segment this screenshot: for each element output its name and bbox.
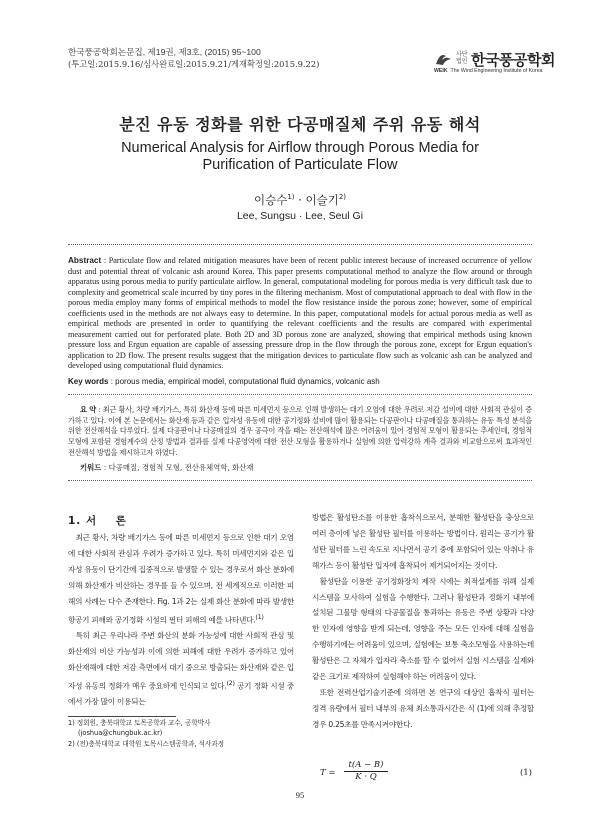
- footnotes: [68, 718, 298, 749]
- paper-title-english: [110, 140, 490, 174]
- authors-english: Lee, Sungsu · Lee, Seul Gi: [236, 210, 364, 222]
- intro-paragraph-2: [68, 628, 294, 710]
- logo-english-name: The Wind Engineering Institute of Korea: [450, 68, 543, 74]
- intro-paragraph-2-text: 특히 최근 우리나라 주변 화산의 분화 가능성에 대한 사회적 관심 및 화산재의 비산 가능성과 이에 의한 피해에 대한 우려가 증가하고 있어 화산재해에 대한 저감 측면에서 대기 중으로 방출되는 화산재와 같은 입자성 유동의 정화가 매우 중요하게 인식되고 있다.: [68, 630, 294, 691]
- journal-citation: 한국풍공학회논문집, 제19권, 제3호, (2015) 95~100: [68, 47, 261, 57]
- intro-paragraph-2-end: 공기 정화 시설 중에서 가장 많이 이용되는: [68, 681, 294, 707]
- right-paragraph-1: 방법은 활성탄소를 이용한 흡착식으로서, 분해한 활성탄을 충상으로 여러 층이에 넣은 활성탄 필터를 이용하는 방법이다. 원리는 공기가 활성탄 필터를 느린 속도로 지나면서 공기 중에 포함되어 있는 악취나 유해가스 등이 활성탄 입자에 흡착되어 제거되어지는 것이다.: [312, 513, 534, 570]
- equation-fraction: [344, 760, 388, 783]
- journal-header: [68, 46, 319, 70]
- keywords-label: Key words: [68, 377, 109, 386]
- logo-abbr: WEIK: [434, 68, 448, 74]
- weik-logo-icon: [434, 50, 454, 68]
- paper-title-english-line1: Numerical Analysis for Airflow through Porous Media for: [121, 140, 479, 156]
- author-1-name: 이승수: [254, 193, 288, 207]
- divider-bottom: [68, 480, 532, 481]
- author-separator: ·: [294, 193, 306, 207]
- divider-middle: [68, 394, 532, 395]
- korean-abstract-label: 요 약: [80, 405, 96, 414]
- footnote-1: 1) 정회원, 충북대학교 토목공학과 교수, 공학박사: [68, 719, 211, 727]
- abstract-text: : Particulate flow and related mitigation measures have been of recent public interest because of increased occurrence of yellow dust and potential threat of volcanic ash around Korea. This paper presents computational method to analyze the flow around or through apparatus using porous media to purify particulate airflow. In general, computational modeling for porous media is very difficult task due to complexity and geometrical scale incurred by tiny pores in the filtering mechanism. Most of computational approach to deal with flow in the porous media employ many forms of empirical methods to model the flow resistance inside the porous zone; however, some of empirical coefficients used in the methods are not always easy to determine. In this paper, computational models for actual porous media as well as empirical methods are presented in order to quantifying the relevant coefficients and the results are compared with experimental measurement carried out for perforated plate. Both 2D and 3D porous zone are analyzed, showing that empirical methods using known pressure loss and Ergun equation are capable of assessing pressure drop in the flow through the porous zone, except for Ergun equation's application to 2D flow. The present results suggest that the mitigation devices to particulate flow such as volcanic ash can be analyzed and developed using computational fluid dynamics.: [68, 256, 533, 371]
- korean-keywords-label: 키워드: [80, 463, 102, 472]
- equation-lhs: T =: [320, 768, 336, 778]
- abstract-korean: [68, 405, 532, 459]
- abstract-label: Abstract: [68, 256, 102, 265]
- section-number: 1.: [68, 515, 82, 527]
- left-column: [68, 530, 294, 710]
- ref-2-sup: (2): [226, 679, 235, 687]
- section-title: 서 론: [85, 515, 127, 527]
- equation-1: [320, 760, 532, 790]
- footnote-2: 2) (전)충북대학교 대학원 토목시스템공학과, 석사과정: [68, 739, 225, 748]
- logo-english: [434, 68, 543, 74]
- submission-dates: (투고일:2015.9.16/심사완료일:2015.9.21/게재확정일:2015.9.22): [68, 59, 320, 69]
- logo-small-text: 사단 법인: [456, 52, 468, 65]
- keywords-english: [68, 377, 532, 386]
- logo-society-name: 한국풍공학회: [471, 52, 555, 69]
- equation-denominator: K · Q: [355, 772, 377, 782]
- korean-keywords-text: : 다공매질, 경험적 모형, 전산유체역학, 화산재: [103, 463, 254, 472]
- divider-top: [68, 244, 532, 245]
- author-2-sup: 2): [338, 193, 346, 202]
- right-paragraph-2: 활성탄을 이용한 공기정화장치 제작 시에는 최적설계를 위해 실제 시스템을 모사하여 실험을 수행한다. 그러나 활성탄과 정화기 내부에 설치된 그물망 형태의 다공물질을 통과하는 유동은 주변 상황과 다양한 인자에 영향을 받게 되는데, 영향을 주는 모든 인자에 대해 실험을 수행하기에는 어려움이 있으며, 실험에는 보통 축소모형을 사용하는데 활성탄은 그 자체가 입자라 축소를 할 수 없어서 실험 시스템을 실제와 같은 크기로 제작하여 실험해야 하는 어려움이 있다.: [312, 576, 534, 682]
- paper-title-english-line2: Purification of Particulate Flow: [202, 157, 398, 173]
- author-1-sup: 1): [287, 193, 295, 202]
- intro-paragraph-1: [68, 530, 294, 628]
- keywords-korean: [80, 462, 532, 473]
- footnote-rule: [68, 716, 176, 717]
- footnote-1-email: (joshua@chungbuk.ac.kr): [78, 729, 163, 738]
- keywords-text: : porous media, empirical model, computational fluid dynamics, volcanic ash: [110, 377, 380, 386]
- abstract-english: [68, 256, 532, 372]
- section-heading-introduction: [68, 513, 127, 528]
- equation-numerator: t(A − B): [344, 760, 388, 772]
- paper-title-korean: 분진 유동 정화를 위한 다공매질체 주위 유동 해석: [119, 115, 481, 134]
- page-number: 95: [295, 790, 305, 800]
- authors-korean: [0, 192, 600, 208]
- society-logo: [434, 46, 554, 78]
- right-column: [312, 510, 534, 733]
- ref-1-sup: (1): [255, 613, 264, 621]
- author-2-name: 이슬기: [305, 193, 339, 207]
- equation-number: (1): [519, 768, 532, 778]
- right-paragraph-3: 또한 전력산업기술기준에 의하면 본 연구의 대상인 흡착식 필터는 정격 유량에서 필터 내부의 유체 최소통과시간은 식 (1)에 의해 추정할 경우 0.25초를 만족시켜야한다.: [312, 687, 534, 729]
- korean-abstract-text: : 최근 황사, 차량 배기가스, 특히 화산재 등에 따른 미세먼지 등으로 인해 발생하는 대기 오염에 대한 우려로 저감 설비에 대한 사회적 관심이 증가하고 있다. 이에 본 논문에서는 화산재 등과 같은 입자성 유동에 대한 공기정화 설비에 많이 활용되는 다공판이나 다공매질을 통과하는 유동 특성 분석을 위한 전산해석을 다루었다. 실제 다공판이나 다공매질의 경우 공극이 작을 때는 전산해석에 많은 어려움이 있어 경험적 모형이 활용되는 추세인데, 경험적 모형에 포함된 경험계수의 산정 방법과 결과를 실제 다공영역에 대한 전산 모형을 활용하거나 실험에 의한 압력강하 계측 결과와 비교함으로써 효과적인 전산해석 방법을 제시하고자 하였다.: [68, 405, 532, 457]
- intro-paragraph-1-text: 최근 황사, 차량 배기가스 등에 따른 미세먼지 등으로 인한 대기 오염에 대한 사회적 관심과 우려가 증가하고 있다. 특히 미세먼지와 같은 입자성 유동이 단기간에 집중적으로 발생할 수 있는 경우로서 화산 분화에 의해 화산재가 비산하는 경우를 들 수 있으며, 전 세계적으로 이러한 피해의 사례는 다수 존재한다. Fig. 1과 2는 실제 화산 분화에 따라 발생한 항공기 피해와 공기정화 시설의 필터 피해의 예를 나타낸다.: [68, 533, 294, 625]
